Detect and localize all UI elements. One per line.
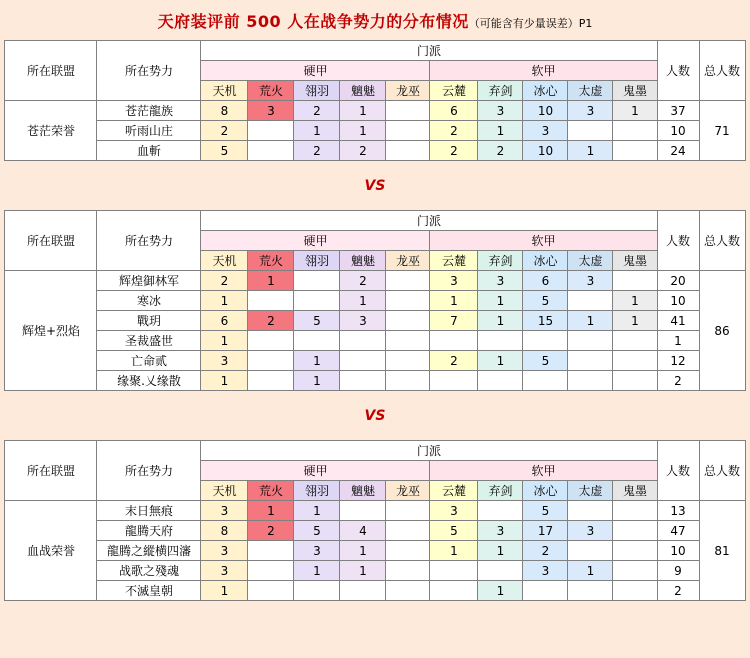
cell-longwu (386, 541, 430, 561)
faction-name: 戰玥 (97, 311, 201, 331)
header-alliance: 所在联盟 (5, 211, 97, 271)
title-note: （可能含有少量误差） (468, 17, 579, 30)
header-school-qijian: 弃剑 (478, 481, 523, 501)
faction-name: 圣裁盛世 (97, 331, 201, 351)
cell-longwu (386, 271, 430, 291)
cell-taixu (568, 501, 613, 521)
table-row (5, 581, 745, 601)
faction-name: 血斬 (97, 141, 201, 161)
cell-chichi: 2 (340, 141, 386, 161)
cell-qijian: 1 (478, 581, 523, 601)
cell-chichi (340, 581, 386, 601)
cell-chichi: 2 (340, 271, 386, 291)
cell-lingyu (294, 291, 340, 311)
cell-tianji: 2 (201, 121, 248, 141)
table-row (5, 371, 745, 391)
cell-chichi: 1 (340, 561, 386, 581)
cell-lingyu (294, 271, 340, 291)
cell-huanghuo (248, 581, 294, 601)
cell-guimo: 1 (613, 101, 657, 121)
cell-chichi: 4 (340, 521, 386, 541)
row-count: 37 (657, 101, 699, 121)
cell-lingyu (294, 581, 340, 601)
cell-guimo (613, 121, 657, 141)
cell-longwu (386, 291, 430, 311)
header-school-guimo: 鬼墨 (613, 81, 657, 101)
header-school-bingxin: 冰心 (523, 81, 568, 101)
cell-guimo (613, 351, 657, 371)
table-row (5, 521, 745, 541)
table-header-row (5, 441, 745, 461)
cell-lingyu: 3 (294, 541, 340, 561)
cell-yunlu: 1 (430, 291, 478, 311)
cell-huanghuo (248, 351, 294, 371)
cell-longwu (386, 141, 430, 161)
cell-bingxin: 10 (523, 141, 568, 161)
header-school-qijian: 弃剑 (478, 251, 523, 271)
table-row (5, 271, 745, 291)
title-main: 天府装评前 500 人在战争势力的分布情况 (157, 12, 469, 31)
cell-huanghuo: 2 (248, 311, 294, 331)
header-school-huanghuo: 荒火 (248, 481, 294, 501)
cell-qijian (478, 561, 523, 581)
header-hard-armor: 硬甲 (201, 461, 430, 481)
cell-taixu (568, 331, 613, 351)
cell-taixu (568, 581, 613, 601)
header-school-lingyu: 翎羽 (294, 251, 340, 271)
table-row (5, 541, 745, 561)
distribution-table (4, 210, 745, 391)
cell-chichi (340, 331, 386, 351)
row-count: 47 (657, 521, 699, 541)
cell-chichi: 1 (340, 291, 386, 311)
header-school-tianji: 天机 (201, 81, 248, 101)
cell-taixu: 3 (568, 271, 613, 291)
cell-qijian: 2 (478, 141, 523, 161)
alliance-name: 血战荣誉 (5, 501, 97, 601)
header-school-chichi: 魑魅 (340, 251, 386, 271)
row-count: 1 (657, 331, 699, 351)
header-hard-armor: 硬甲 (201, 61, 430, 81)
cell-huanghuo (248, 291, 294, 311)
cell-longwu (386, 121, 430, 141)
cell-bingxin: 5 (523, 351, 568, 371)
cell-taixu (568, 371, 613, 391)
cell-qijian (478, 371, 523, 391)
cell-qijian: 1 (478, 541, 523, 561)
cell-tianji: 8 (201, 101, 248, 121)
header-school-tianji: 天机 (201, 251, 248, 271)
faction-name: 缘聚.乂缘散 (97, 371, 201, 391)
header-school-guimo: 鬼墨 (613, 481, 657, 501)
header-count: 人数 (657, 441, 699, 501)
cell-bingxin: 2 (523, 541, 568, 561)
table-row (5, 561, 745, 581)
cell-yunlu: 1 (430, 541, 478, 561)
cell-longwu (386, 331, 430, 351)
cell-guimo (613, 541, 657, 561)
cell-yunlu: 6 (430, 101, 478, 121)
cell-huanghuo (248, 331, 294, 351)
cell-tianji: 3 (201, 501, 248, 521)
cell-yunlu: 3 (430, 501, 478, 521)
header-count: 人数 (657, 211, 699, 271)
cell-guimo (613, 521, 657, 541)
page-title (0, 0, 750, 40)
row-count: 20 (657, 271, 699, 291)
header-soft-armor: 软甲 (430, 461, 657, 481)
cell-huanghuo: 1 (248, 501, 294, 521)
cell-huanghuo (248, 121, 294, 141)
header-faction: 所在势力 (97, 441, 201, 501)
cell-guimo: 1 (613, 311, 657, 331)
cell-tianji: 1 (201, 331, 248, 351)
cell-huanghuo: 1 (248, 271, 294, 291)
alliance-total: 81 (699, 501, 745, 601)
cell-huanghuo: 3 (248, 101, 294, 121)
cell-bingxin: 5 (523, 291, 568, 311)
cell-huanghuo (248, 371, 294, 391)
header-school: 门派 (201, 41, 657, 61)
cell-tianji: 8 (201, 521, 248, 541)
header-alliance: 所在联盟 (5, 41, 97, 101)
row-count: 24 (657, 141, 699, 161)
cell-chichi (340, 351, 386, 371)
header-total: 总人数 (699, 211, 745, 271)
faction-name: 龍腾之縱横四瀋 (97, 541, 201, 561)
cell-qijian: 1 (478, 121, 523, 141)
cell-longwu (386, 351, 430, 371)
cell-chichi: 1 (340, 101, 386, 121)
header-school-yunlu: 云麓 (430, 481, 478, 501)
header-school-chichi: 魑魅 (340, 481, 386, 501)
alliance-name: 苍茫荣誉 (5, 101, 97, 161)
cell-tianji: 5 (201, 141, 248, 161)
cell-chichi: 1 (340, 541, 386, 561)
row-count: 2 (657, 581, 699, 601)
cell-longwu (386, 521, 430, 541)
cell-qijian (478, 501, 523, 521)
cell-qijian: 3 (478, 271, 523, 291)
cell-lingyu: 1 (294, 351, 340, 371)
header-school-huanghuo: 荒火 (248, 81, 294, 101)
cell-guimo (613, 561, 657, 581)
faction-name: 末日無痕 (97, 501, 201, 521)
table-row (5, 351, 745, 371)
header-hard-armor: 硬甲 (201, 231, 430, 251)
cell-yunlu: 2 (430, 351, 478, 371)
cell-bingxin: 17 (523, 521, 568, 541)
header-school-huanghuo: 荒火 (248, 251, 294, 271)
faction-name: 辉煌御林军 (97, 271, 201, 291)
row-count: 41 (657, 311, 699, 331)
alliance-total: 71 (699, 101, 745, 161)
table-row (5, 101, 745, 121)
cell-bingxin: 3 (523, 561, 568, 581)
cell-guimo (613, 141, 657, 161)
header-school-bingxin: 冰心 (523, 251, 568, 271)
cell-taixu (568, 291, 613, 311)
header-school-yunlu: 云麓 (430, 81, 478, 101)
cell-tianji: 3 (201, 541, 248, 561)
cell-taixu: 1 (568, 561, 613, 581)
cell-lingyu: 1 (294, 501, 340, 521)
header-school-tianji: 天机 (201, 481, 248, 501)
cell-guimo (613, 581, 657, 601)
header-alliance: 所在联盟 (5, 441, 97, 501)
cell-huanghuo (248, 541, 294, 561)
cell-taixu (568, 121, 613, 141)
faction-name: 听雨山庄 (97, 121, 201, 141)
vs-separator: VS (364, 408, 386, 424)
alliance-total: 86 (699, 271, 745, 391)
cell-yunlu: 7 (430, 311, 478, 331)
header-school: 门派 (201, 211, 657, 231)
faction-name: 龍腾天府 (97, 521, 201, 541)
cell-lingyu: 2 (294, 101, 340, 121)
cell-taixu (568, 541, 613, 561)
table-header-row (5, 41, 745, 61)
cell-bingxin (523, 331, 568, 351)
row-count: 10 (657, 291, 699, 311)
cell-qijian: 3 (478, 101, 523, 121)
header-school-taixu: 太虚 (568, 81, 613, 101)
cell-yunlu: 5 (430, 521, 478, 541)
header-faction: 所在势力 (97, 41, 201, 101)
header-school-longwu: 龙巫 (386, 481, 430, 501)
cell-lingyu: 5 (294, 521, 340, 541)
cell-chichi: 3 (340, 311, 386, 331)
cell-tianji: 1 (201, 581, 248, 601)
distribution-table (4, 440, 745, 601)
table-row (5, 141, 745, 161)
header-school-longwu: 龙巫 (386, 251, 430, 271)
cell-tianji: 1 (201, 291, 248, 311)
cell-chichi: 1 (340, 121, 386, 141)
cell-qijian: 3 (478, 521, 523, 541)
cell-tianji: 3 (201, 561, 248, 581)
row-count: 10 (657, 541, 699, 561)
header-school-taixu: 太虚 (568, 251, 613, 271)
faction-name: 亡命贰 (97, 351, 201, 371)
header-school-longwu: 龙巫 (386, 81, 430, 101)
cell-tianji: 6 (201, 311, 248, 331)
header-school-lingyu: 翎羽 (294, 81, 340, 101)
cell-tianji: 1 (201, 371, 248, 391)
cell-lingyu: 5 (294, 311, 340, 331)
cell-huanghuo (248, 141, 294, 161)
cell-longwu (386, 561, 430, 581)
table-row (5, 121, 745, 141)
table-row (5, 331, 745, 351)
header-total: 总人数 (699, 441, 745, 501)
header-school-guimo: 鬼墨 (613, 251, 657, 271)
cell-longwu (386, 581, 430, 601)
header-school-taixu: 太虚 (568, 481, 613, 501)
table-row (5, 311, 745, 331)
cell-qijian: 1 (478, 351, 523, 371)
row-count: 12 (657, 351, 699, 371)
cell-huanghuo: 2 (248, 521, 294, 541)
cell-guimo (613, 371, 657, 391)
cell-tianji: 3 (201, 351, 248, 371)
cell-taixu: 1 (568, 141, 613, 161)
cell-yunlu (430, 581, 478, 601)
header-school-bingxin: 冰心 (523, 481, 568, 501)
row-count: 10 (657, 121, 699, 141)
header-school-lingyu: 翎羽 (294, 481, 340, 501)
header-school-qijian: 弃剑 (478, 81, 523, 101)
header-school-chichi: 魑魅 (340, 81, 386, 101)
header-total: 总人数 (699, 41, 745, 101)
cell-taixu: 1 (568, 311, 613, 331)
cell-guimo (613, 501, 657, 521)
cell-bingxin: 10 (523, 101, 568, 121)
header-faction: 所在势力 (97, 211, 201, 271)
cell-guimo (613, 331, 657, 351)
row-count: 13 (657, 501, 699, 521)
header-soft-armor: 软甲 (430, 61, 657, 81)
cell-lingyu: 1 (294, 121, 340, 141)
cell-qijian (478, 331, 523, 351)
faction-name: 苍茫龍族 (97, 101, 201, 121)
cell-lingyu: 2 (294, 141, 340, 161)
cell-guimo (613, 271, 657, 291)
cell-bingxin: 5 (523, 501, 568, 521)
vs-separator: VS (364, 178, 386, 194)
distribution-table (4, 40, 745, 161)
header-school-yunlu: 云麓 (430, 251, 478, 271)
faction-name: 战歌之殘魂 (97, 561, 201, 581)
cell-bingxin: 6 (523, 271, 568, 291)
cell-taixu: 3 (568, 521, 613, 541)
title-page: P1 (578, 17, 593, 30)
table-row (5, 501, 745, 521)
cell-tianji: 2 (201, 271, 248, 291)
cell-lingyu: 1 (294, 561, 340, 581)
cell-yunlu: 2 (430, 121, 478, 141)
cell-huanghuo (248, 561, 294, 581)
cell-taixu (568, 351, 613, 371)
cell-bingxin (523, 581, 568, 601)
cell-bingxin: 15 (523, 311, 568, 331)
cell-chichi (340, 371, 386, 391)
cell-yunlu (430, 331, 478, 351)
alliance-name: 辉煌+烈焰 (5, 271, 97, 391)
cell-longwu (386, 311, 430, 331)
cell-lingyu: 1 (294, 371, 340, 391)
cell-yunlu: 3 (430, 271, 478, 291)
cell-bingxin: 3 (523, 121, 568, 141)
cell-taixu: 3 (568, 101, 613, 121)
table-row (5, 291, 745, 311)
row-count: 9 (657, 561, 699, 581)
blocks-container (0, 40, 750, 601)
cell-longwu (386, 101, 430, 121)
cell-guimo: 1 (613, 291, 657, 311)
cell-yunlu: 2 (430, 141, 478, 161)
cell-chichi (340, 501, 386, 521)
header-school: 门派 (201, 441, 657, 461)
table-header-row (5, 211, 745, 231)
cell-qijian: 1 (478, 291, 523, 311)
header-soft-armor: 软甲 (430, 231, 657, 251)
row-count: 2 (657, 371, 699, 391)
header-count: 人数 (657, 41, 699, 101)
cell-qijian: 1 (478, 311, 523, 331)
cell-yunlu (430, 371, 478, 391)
cell-bingxin (523, 371, 568, 391)
faction-name: 寒冰 (97, 291, 201, 311)
cell-lingyu (294, 331, 340, 351)
cell-yunlu (430, 561, 478, 581)
cell-longwu (386, 371, 430, 391)
cell-longwu (386, 501, 430, 521)
faction-name: 不滅皇朝 (97, 581, 201, 601)
